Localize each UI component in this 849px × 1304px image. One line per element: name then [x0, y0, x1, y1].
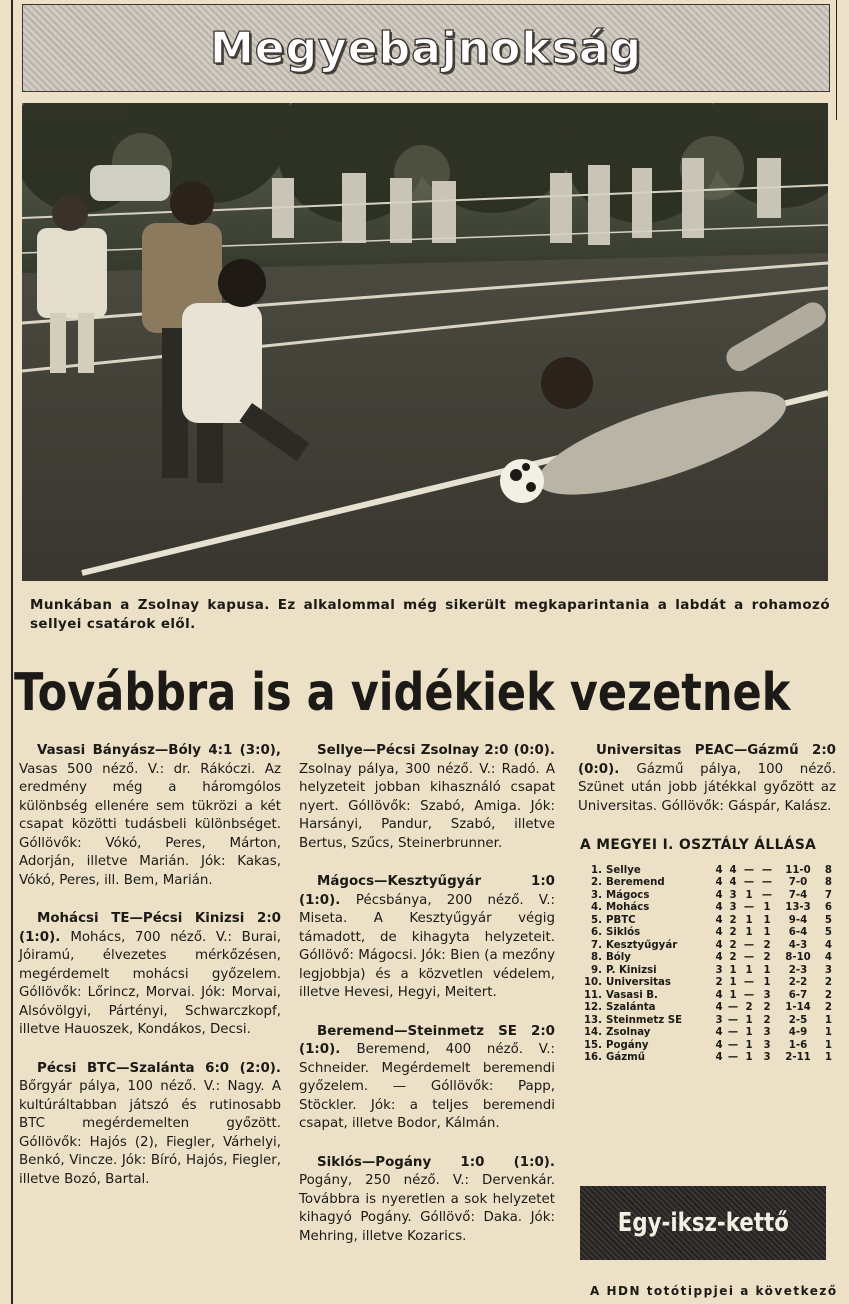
match-result: Universitas PEAC—Gázmű 2:0 (0:0). [578, 743, 836, 777]
standings-pts-cell: 5 [824, 927, 832, 938]
standings-rank-cell: 2. [591, 877, 602, 888]
standings-w-cell: 2 [729, 927, 737, 938]
standings-w-cell: 1 [729, 989, 737, 1001]
match-report [299, 1154, 555, 1247]
standings-d-cell: — [743, 902, 755, 913]
match-result: Siklós—Pogány 1:0 (1:0). [317, 1154, 555, 1170]
standings-goals-cell: 7-4 [788, 889, 808, 901]
standings-rank-cell: 8. [591, 952, 602, 963]
standings-goals-cell: 9-4 [788, 914, 808, 926]
standings-l-cell: 1 [763, 902, 771, 913]
toto-title: Egy-iksz-kettő [617, 1208, 789, 1238]
page-border-left [11, 0, 13, 1304]
standings-l-cell: 2 [763, 1014, 771, 1026]
match-report [299, 1023, 555, 1134]
standings-pts-cell: 2 [824, 989, 832, 1001]
page-border-right [836, 0, 837, 120]
toto-intro: A HDN totótippjei a következő [590, 1284, 838, 1298]
standings-pts-cell: 1 [824, 1027, 832, 1038]
standings-rank-cell: 6. [591, 927, 602, 938]
standings-l-cell: — [761, 877, 773, 888]
standings-l-cell: — [761, 864, 773, 876]
standings-row [578, 1052, 836, 1065]
standings-d-cell: — [743, 989, 755, 1001]
standings-row [578, 890, 836, 903]
match-report [578, 742, 836, 816]
standings-l-cell: 1 [763, 927, 771, 938]
standings-p-cell: 4 [715, 864, 723, 876]
standings-rank-cell: 4. [591, 902, 602, 913]
standings-pts-cell: 1 [824, 1014, 832, 1026]
standings-team-cell: P. Kinizsi [606, 964, 657, 976]
match-result: Pécsi BTC—Szalánta 6:0 (2:0). [37, 1060, 281, 1076]
standings-rank-cell: 7. [591, 939, 602, 951]
standings-goals-cell: 6-4 [788, 927, 808, 938]
standings-goals-cell: 2-5 [788, 1014, 808, 1026]
standings-pts-cell: 2 [824, 1002, 832, 1013]
standings-team-cell: Mágocs [606, 889, 650, 901]
standings-rank-cell: 14. [583, 1027, 602, 1038]
standings-p-cell: 4 [715, 914, 723, 926]
standings-goals-cell: 13-3 [785, 902, 811, 913]
standings-d-cell: 1 [745, 1052, 753, 1063]
standings-team-cell: Bóly [606, 952, 631, 963]
standings-team-cell: Szalánta [606, 1002, 656, 1013]
standings-l-cell: 2 [763, 952, 771, 963]
standings-w-cell: — [727, 1002, 739, 1013]
standings-team-cell: Pogány [606, 1039, 649, 1051]
standings-l-cell: 3 [763, 1027, 771, 1038]
article-headline: Továbbra is a vidékiek vezetnek [14, 663, 791, 723]
match-result: Sellye—Pécsi Zsolnay 2:0 (0:0). [317, 743, 555, 758]
standings-goals-cell: 6-7 [788, 989, 808, 1001]
standings-row [578, 1027, 836, 1040]
standings-d-cell: 2 [745, 1002, 753, 1013]
standings-team-cell: PBTC [606, 914, 636, 926]
standings-row [578, 927, 836, 940]
standings-goals-cell: 2-11 [785, 1052, 811, 1063]
match-details: Beremend, 400 néző. V.: Schneider. Megérdemelt beremendi győzelem. — Góllövők: Papp, Stöckler. Jók: a teljes beremendi csapat, illetve Bodor, Kálmán. [299, 1042, 555, 1131]
standings-p-cell: 4 [715, 1027, 723, 1038]
match-details: Pécsbánya, 200 néző. V.: Miseta. A Kesztyűgyár végig támadott, de kihagyta helyzeteit. Góllövő: Mágocsi. Jók: Bien (a mezőny legjobbja) és a közvetlen védelem, illetve Hevesi, Hegyi, Meitert. [299, 892, 555, 1000]
standings-p-cell: 4 [715, 889, 723, 901]
match-details: Zsolnay pálya, 300 néző. V.: Radó. A helyzeteit jobban kihasználó csapat nyert. Góllövők: Szabó, Amiga. Jók: Harsányi, Pandur, Szabó, illetve Bertus, Szűcs, Steinerbrunner. [299, 761, 555, 851]
standings-goals-cell: 11-0 [785, 864, 811, 876]
article-column-3 [578, 742, 836, 1065]
standings-table [578, 865, 836, 1065]
standings-row [578, 915, 836, 928]
standings-l-cell: 2 [763, 1002, 771, 1013]
standings-goals-cell: 2-2 [788, 977, 808, 988]
standings-rank-cell: 16. [583, 1052, 602, 1063]
match-result: Mohácsi TE—Pécsi Kinizsi 2:0 (1:0). [19, 911, 281, 945]
match-details: Gázmű pálya, 100 néző. Szünet után jobb játékkal győzött az Universitas. Góllövők: Gáspár, Kalász. [578, 761, 836, 814]
standings-team-cell: Gázmű [606, 1052, 646, 1063]
standings-rank-cell: 10. [583, 977, 602, 988]
standings-p-cell: 4 [715, 952, 723, 963]
standings-row [578, 1040, 836, 1053]
standings-p-cell: 3 [715, 964, 723, 976]
standings-rank-cell: 13. [583, 1014, 602, 1026]
standings-goals-cell: 4-3 [788, 939, 808, 951]
standings-pts-cell: 1 [824, 1039, 832, 1051]
standings-w-cell: 4 [729, 864, 737, 876]
standings-row [578, 990, 836, 1003]
standings-row [578, 1002, 836, 1015]
match-result: Beremend—Steinmetz SE 2:0 (1:0). [299, 1023, 555, 1057]
standings-w-cell: — [727, 1039, 739, 1051]
standings-l-cell: 1 [763, 914, 771, 926]
standings-p-cell: 4 [715, 927, 723, 938]
match-report [19, 910, 281, 1040]
standings-goals-cell: 1-6 [788, 1039, 808, 1051]
standings-p-cell: 4 [715, 939, 723, 951]
match-report [19, 1060, 281, 1190]
standings-row [578, 940, 836, 953]
standings-rank-cell: 12. [583, 1002, 602, 1013]
standings-p-cell: 4 [715, 1052, 723, 1063]
standings-w-cell: — [727, 1027, 739, 1038]
standings-pts-cell: 4 [824, 952, 832, 963]
standings-pts-cell: 8 [824, 877, 832, 888]
match-report [299, 873, 555, 1003]
standings-team-cell: Steinmetz SE [606, 1014, 683, 1026]
standings-d-cell: 1 [745, 914, 753, 926]
photo-caption: Munkában a Zsolnay kapusa. Ez alkalommal még sikerült megkaparintania a labdát a rohamozó sellyei csatárok elől. [30, 597, 830, 632]
standings-d-cell: 1 [745, 889, 753, 901]
standings-team-cell: Mohács [606, 902, 650, 913]
standings-rank-cell: 9. [591, 964, 602, 976]
standings-l-cell: 1 [763, 964, 771, 976]
standings-d-cell: 1 [745, 927, 753, 938]
standings-l-cell: — [761, 889, 773, 901]
match-report [299, 742, 555, 853]
standings-d-cell: 1 [745, 1039, 753, 1051]
standings-team-cell: Sellye [606, 864, 641, 876]
standings-p-cell: 4 [715, 989, 723, 1001]
section-title: Megyebajnokság [209, 22, 643, 74]
article-column-1 [19, 742, 281, 1209]
article-column-2 [299, 742, 555, 1266]
match-details: Vasas 500 néző. V.: dr. Rákóczi. Az eredmény még a háromgólos különbség ellenére sem tükrözi a két csapat közötti tudásbeli különbséget. Góllövők: Vókó, Peres, Márton, Adorján, illetve Marián. Jók: Kakas, Vókó, Peres, ill. Bem, Marián. [19, 761, 281, 888]
match-result: Vasasi Bányász—Bóly 4:1 (3:0), [37, 743, 281, 758]
standings-p-cell: 2 [715, 977, 723, 988]
standings-l-cell: 1 [763, 977, 771, 988]
standings-pts-cell: 3 [824, 964, 832, 976]
standings-pts-cell: 2 [824, 977, 832, 988]
standings-row [578, 877, 836, 890]
standings-d-cell: — [743, 864, 755, 876]
standings-row [578, 902, 836, 915]
standings-p-cell: 4 [715, 902, 723, 913]
standings-w-cell: — [727, 1014, 739, 1026]
standings-p-cell: 4 [715, 877, 723, 888]
standings-team-cell: Universitas [606, 977, 671, 988]
standings-pts-cell: 8 [824, 864, 832, 876]
standings-rank-cell: 15. [583, 1039, 602, 1051]
standings-pts-cell: 4 [824, 939, 832, 951]
standings-rank-cell: 11. [583, 989, 602, 1001]
match-details: Mohács, 700 néző. V.: Burai, Jóiramú, élvezetes mérkőzésen, megérdemelt mohácsi győzelem. Góllövők: Lőrincz, Morvai. Jók: Morvai, Alsóvölgyi, Pártényi, Schwarczkopf, illetve Hauoszek, Kondákos, Decsi. [19, 929, 281, 1037]
standings-d-cell: 1 [745, 964, 753, 976]
standings-team-cell: Beremend [606, 877, 665, 888]
standings-d-cell: — [743, 877, 755, 888]
standings-w-cell: 2 [729, 952, 737, 963]
standings-w-cell: 3 [729, 889, 737, 901]
standings-p-cell: 4 [715, 1002, 723, 1013]
standings-team-cell: Zsolnay [606, 1027, 651, 1038]
standings-row [578, 965, 836, 978]
standings-pts-cell: 5 [824, 914, 832, 926]
standings-d-cell: 1 [745, 1027, 753, 1038]
match-photo [22, 103, 828, 581]
standings-row [578, 865, 836, 878]
standings-pts-cell: 7 [824, 889, 832, 901]
standings-w-cell: 1 [729, 977, 737, 988]
standings-rank-cell: 1. [591, 864, 602, 876]
toto-banner [580, 1186, 826, 1260]
standings-team-cell: Siklós [606, 927, 641, 938]
standings-goals-cell: 4-9 [788, 1027, 808, 1038]
standings-goals-cell: 8-10 [785, 952, 811, 963]
standings-team-cell: Vasasi B. [606, 989, 658, 1001]
standings-goals-cell: 7-0 [788, 877, 808, 888]
standings-rank-cell: 3. [591, 889, 602, 901]
standings-row [578, 952, 836, 965]
standings-goals-cell: 1-14 [785, 1002, 811, 1013]
standings-l-cell: 3 [763, 1052, 771, 1063]
standings-d-cell: — [743, 952, 755, 963]
standings-d-cell: — [743, 977, 755, 988]
standings-l-cell: 3 [763, 989, 771, 1001]
standings-w-cell: 2 [729, 914, 737, 926]
standings-d-cell: — [743, 939, 755, 951]
standings-w-cell: — [727, 1052, 739, 1063]
standings-row [578, 977, 836, 990]
standings-w-cell: 2 [729, 939, 737, 951]
standings-w-cell: 4 [729, 877, 737, 888]
standings-l-cell: 2 [763, 939, 771, 951]
standings-p-cell: 3 [715, 1014, 723, 1026]
match-result: Mágocs—Kesztyűgyár 1:0 (1:0). [299, 874, 555, 908]
standings-w-cell: 1 [729, 964, 737, 976]
standings-team-cell: Kesztyűgyár [606, 939, 678, 951]
standings-title: A MEGYEI I. OSZTÁLY ÁLLÁSA [580, 837, 817, 853]
standings-d-cell: 1 [745, 1014, 753, 1026]
match-report [19, 742, 281, 890]
match-details: Pogány, 250 néző. V.: Dervenkár. Továbbra is nyeretlen a sok helyzetet kihagyó Pogány. Góllövő: Daka. Jók: Mehring, illetve Kozarics. [299, 1173, 555, 1244]
standings-row [578, 1015, 836, 1028]
section-banner [22, 4, 830, 92]
standings-pts-cell: 6 [824, 902, 832, 913]
match-details: Bőrgyár pálya, 100 néző. V.: Nagy. A kultúráltabban játszó és rutinosabb BTC megérdemelten győzött. Góllövők: Hajós (2), Fiegler, Várhelyi, Benkó, Vincze. Jók: Bíró, Hajós, Fiegler, illetve Bozó, Bartal. [19, 1079, 281, 1187]
standings-pts-cell: 1 [824, 1052, 832, 1063]
standings-l-cell: 3 [763, 1039, 771, 1051]
standings-p-cell: 4 [715, 1039, 723, 1051]
standings-rank-cell: 5. [591, 914, 602, 926]
standings-w-cell: 3 [729, 902, 737, 913]
standings-goals-cell: 2-3 [788, 964, 808, 976]
